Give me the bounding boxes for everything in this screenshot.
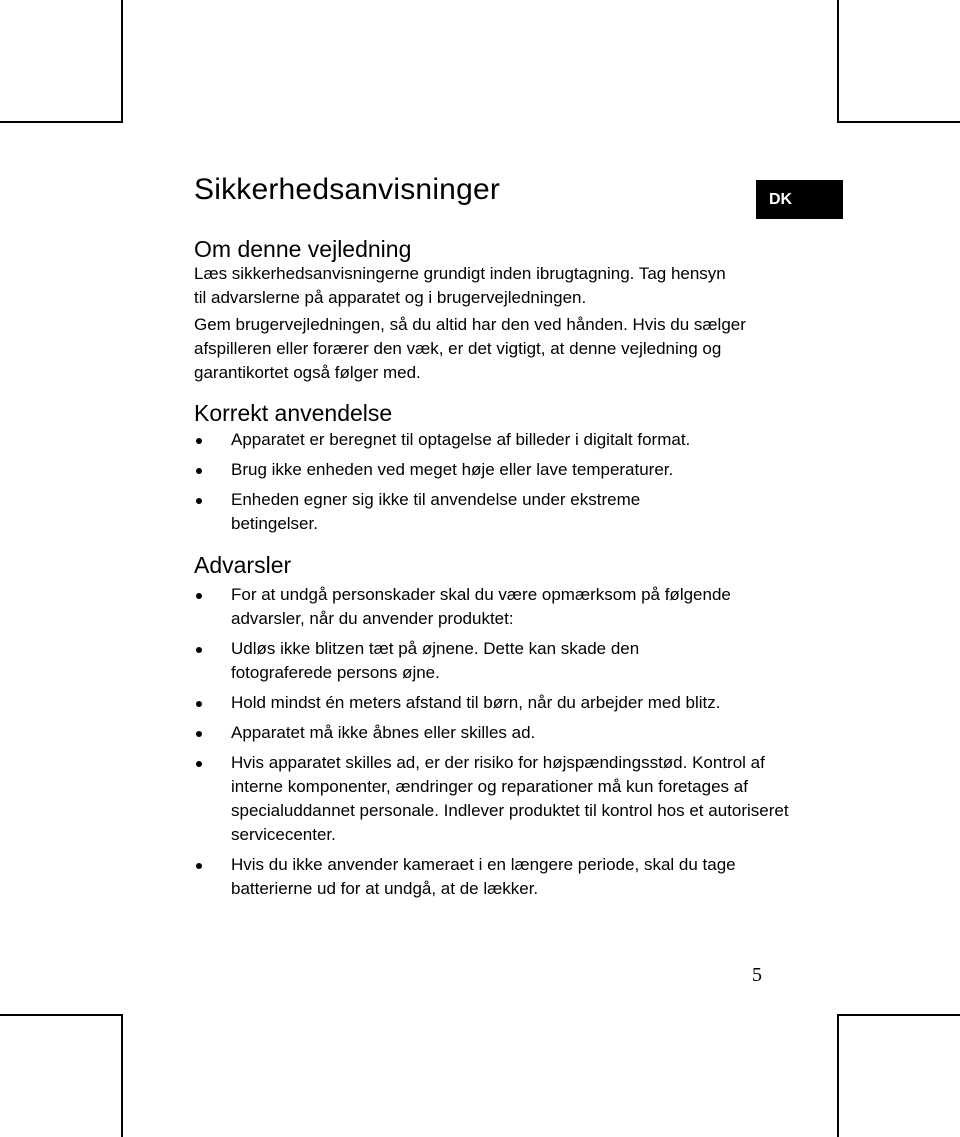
bullet-icon [196,593,202,599]
language-tab: DK [756,180,843,219]
list-item: For at undgå personskader skal du være opmærksom på følgende advarsler, når du anvender produktet: [194,583,731,631]
list-item: Enheden egner sig ikke til anvendelse under ekstreme betingelser. [194,488,701,536]
section-about [194,234,784,385]
list-item: Hold mindst én meters afstand til børn, når du arbejder med blitz. [194,691,781,715]
crop-mark-top-right-h [837,121,960,123]
bullet-icon [196,647,202,653]
bullet-list-correct-use [194,428,784,536]
list-item: Brug ikke enheden ved meget høje eller lave temperaturer. [194,458,784,482]
crop-mark-top-left-h [0,121,123,123]
bullet-icon [196,438,202,444]
crop-mark-top-left-v [121,0,123,123]
section-warnings [194,550,789,901]
bullet-icon [196,761,202,767]
list-item: Apparatet er beregnet til optagelse af billeder i digitalt format. [194,428,784,452]
list-item: Hvis du ikke anvender kameraet i en længere periode, skal du tage batterierne ud for at undgå, at de lækker. [194,853,801,901]
crop-mark-bottom-right-v [837,1014,839,1137]
bullet-icon [196,498,202,504]
page-content [194,168,789,901]
page-number: 5 [752,964,762,986]
section-heading-correct-use: Korrekt anvendelse [194,400,393,426]
list-item: Udløs ikke blitzen tæt på øjnene. Dette kan skade den fotograferede persons øjne. [194,637,731,685]
paragraph: Gem brugervejledningen, så du altid har den ved hånden. Hvis du sælger afspilleren eller forærer den væk, er det vigtigt, at denne vejledning og garantikortet også følger med. [194,315,746,382]
bullet-icon [196,863,202,869]
list-item: Hvis apparatet skilles ad, er der risiko for højspændingsstød. Kontrol af interne komponenter, ændringer og reparationer må kun foretages af specialuddannet personale. Indlever produktet til kontrol hos et autoriseret servicecenter. [194,751,806,847]
section-heading-warnings: Advarsler [194,552,292,578]
paragraph: Læs sikkerhedsanvisningerne grundigt inden ibrugtagning. Tag hensyn til advarslerne på apparatet og i brugervejledningen. [194,264,726,307]
page-title: Sikkerhedsanvisninger [194,173,501,206]
crop-mark-bottom-left-h [0,1014,123,1016]
section-correct-use [194,398,784,536]
bullet-icon [196,468,202,474]
crop-mark-top-right-v [837,0,839,123]
crop-mark-bottom-left-v [121,1014,123,1137]
crop-mark-bottom-right-h [837,1014,960,1016]
list-item: Apparatet må ikke åbnes eller skilles ad. [194,721,784,745]
bullet-icon [196,701,202,707]
bullet-icon [196,731,202,737]
bullet-list-warnings [194,583,789,901]
section-heading-about: Om denne vejledning [194,236,412,262]
